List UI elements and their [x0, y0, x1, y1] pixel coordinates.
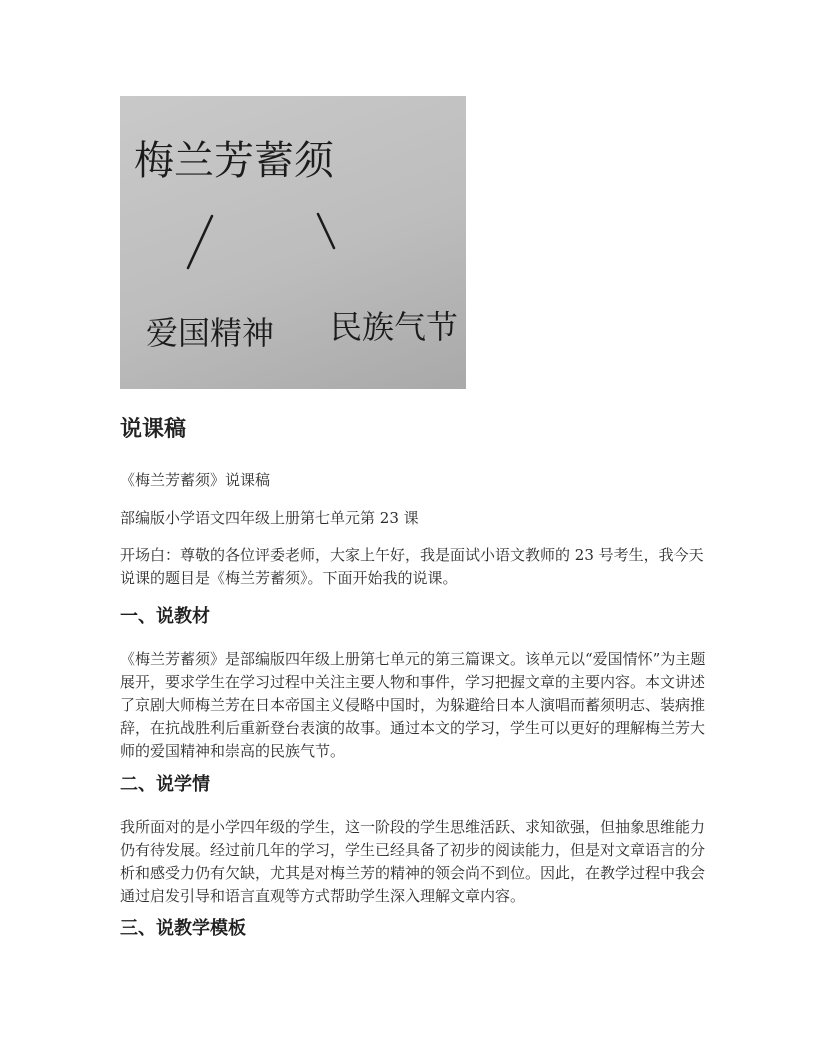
handwriting-drawing — [120, 96, 466, 389]
handwritten-right-branch: 民族气节 — [330, 308, 459, 346]
opening-paragraph: 开场白：尊敬的各位评委老师，大家上午好，我是面试小语文教师的 23 号考生，我今天说课的题目是《梅兰芳蓄须》。下面开始我的说课。 — [120, 546, 704, 587]
section-body-students: 我所面对的是小学四年级的学生，这一阶段的学生思维活跃、求知欲强，但抽象思维能力仍有待发展。经过前几年的学习，学生已经具备了初步的阅读能力，但是对文章语言的分析和感受力仍有欠缺，尤其是对梅兰芳的精神的领会尚不到位。因此，在教学过程中我会通过启发引导和语言直观等方式帮助学生深入理解文章内容。 — [120, 818, 706, 905]
handwritten-board-photo — [120, 96, 466, 389]
handwritten-title: 梅兰芳蓄须 — [134, 138, 334, 184]
document-subtitle: 《梅兰芳蓄须》说课稿 — [120, 471, 271, 489]
left-branch-line — [188, 216, 212, 268]
section-body-textbook: 《梅兰芳蓄须》是部编版四年级上册第七单元的第三篇课文。该单元以“爱国情怀”为主题展开，要求学生在学习过程中关注主要人物和事件，学习把握文章的主要内容。本文讲述了京剧大师梅兰芳在日本帝国主义侵略中国时，为躲避给日本人演唱而蓄须明志、装病推辞，在抗战胜利后重新登台表演的故事。通过本文的学习，学生可以更好的理解梅兰芳大师的爱国精神和崇高的民族气节。 — [120, 650, 706, 760]
document-title: 说课稿 — [120, 417, 187, 442]
section-heading-template: 三、说教学模板 — [120, 918, 246, 939]
handwritten-left-branch: 爱国精神 — [146, 314, 275, 352]
section-heading-textbook: 一、说教材 — [120, 606, 210, 627]
section-heading-students: 二、说学情 — [120, 774, 210, 795]
right-branch-line — [318, 214, 334, 248]
course-info: 部编版小学语文四年级上册第七单元第 23 课 — [120, 509, 419, 527]
